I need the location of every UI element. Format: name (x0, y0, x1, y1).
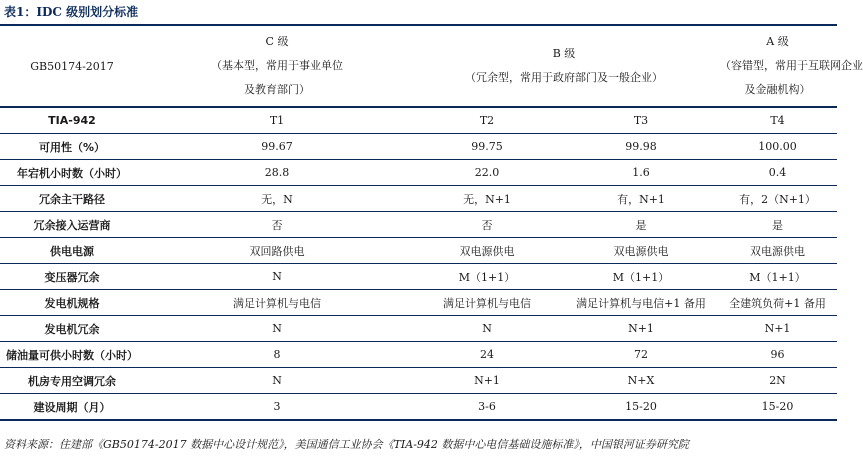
cell-c: N (144, 264, 410, 290)
cell-a: 100.00 (718, 134, 837, 160)
table-row (0, 368, 837, 394)
cell-a: 15-20 (718, 394, 837, 421)
cell-b: 15-20 (564, 394, 718, 421)
cell-b: T3 (564, 107, 718, 134)
cell-b: 1.6 (564, 160, 718, 186)
row-label: 冗余接入运营商 (0, 212, 144, 238)
row-label: 冗余主干路径 (0, 186, 144, 212)
source-note: 资料来源：住建部《GB50174-2017 数据中心设计规范》，美国通信工业协会《TIA-942 数据中心电信基础设施标准》，中国银河证券研究院 (4, 438, 689, 451)
cell-a: T4 (718, 107, 837, 134)
cell-b: 24 (410, 342, 564, 368)
cell-b: 无，N+1 (410, 186, 564, 212)
cell-c: 28.8 (144, 160, 410, 186)
grade-c-name: C 级 (265, 35, 289, 48)
cell-b: 满足计算机与电信 (410, 290, 564, 316)
standard-label: GB50174-2017 (30, 59, 114, 73)
row-label: TIA-942 (0, 107, 144, 134)
cell-b: M（1+1） (564, 264, 718, 290)
table-row (0, 212, 837, 238)
table-row (0, 342, 837, 368)
grade-b-desc: （冗余型，常用于政府部门及一般企业） (465, 71, 663, 84)
cell-b: 否 (410, 212, 564, 238)
row-label: 发电机规格 (0, 290, 144, 316)
cell-b: 双电源供电 (410, 238, 564, 264)
cell-b: 22.0 (410, 160, 564, 186)
row-label: 机房专用空调冗余 (0, 368, 144, 394)
cell-a: 是 (718, 212, 837, 238)
table-title: 表1：IDC 级别划分标准 (4, 5, 139, 19)
cell-c: N (144, 368, 410, 394)
cell-a: 96 (718, 342, 837, 368)
table-row (0, 160, 837, 186)
table-row (0, 394, 837, 421)
cell-c: 3 (144, 394, 410, 421)
row-label: 供电电源 (0, 238, 144, 264)
table-row (0, 107, 837, 134)
cell-b: N+X (564, 368, 718, 394)
cell-b: 是 (564, 212, 718, 238)
grade-b-header (410, 26, 718, 107)
cell-c: 否 (144, 212, 410, 238)
cell-b: N+1 (410, 368, 564, 394)
grade-b-name: B 级 (552, 47, 576, 60)
grade-a-header (718, 26, 863, 107)
table-header-row (0, 26, 837, 107)
cell-a: M（1+1） (718, 264, 837, 290)
grade-c-desc-2: 及教育部门） (244, 83, 310, 96)
standard-label-cell (0, 26, 144, 107)
cell-a: 2N (718, 368, 837, 394)
cell-b: 满足计算机与电信+1 备用 (564, 290, 718, 316)
grade-a-desc-1: （容错型，常用于互联网企业 (720, 59, 863, 72)
cell-c: N (144, 316, 410, 342)
cell-a: 有，2（N+1） (718, 186, 837, 212)
row-label: 年宕机小时数（小时） (0, 160, 144, 186)
cell-b: 99.98 (564, 134, 718, 160)
cell-a: 全建筑负荷+1 备用 (718, 290, 837, 316)
row-label: 可用性（%） (0, 134, 144, 160)
cell-b: N+1 (564, 316, 718, 342)
cell-b: 3-6 (410, 394, 564, 421)
cell-c: 99.67 (144, 134, 410, 160)
grade-c-desc-1: （基本型，常用于事业单位 (211, 59, 343, 72)
cell-b: 99.75 (410, 134, 564, 160)
cell-b: 双电源供电 (564, 238, 718, 264)
row-label: 发电机冗余 (0, 316, 144, 342)
grade-c-header (144, 26, 410, 107)
row-label: 变压器冗余 (0, 264, 144, 290)
cell-c: 双回路供电 (144, 238, 410, 264)
table-row (0, 134, 837, 160)
idc-grade-table (0, 26, 863, 421)
cell-b: M（1+1） (410, 264, 564, 290)
table-row (0, 290, 837, 316)
cell-a: 0.4 (718, 160, 837, 186)
cell-b: 72 (564, 342, 718, 368)
cell-c: 无，N (144, 186, 410, 212)
cell-a: N+1 (718, 316, 837, 342)
row-label: 储油量可供小时数（小时） (0, 342, 144, 368)
cell-b: 有，N+1 (564, 186, 718, 212)
table-row (0, 238, 837, 264)
cell-c: 满足计算机与电信 (144, 290, 410, 316)
table-row (0, 316, 837, 342)
row-label: 建设周期（月） (0, 394, 144, 421)
table-row (0, 186, 837, 212)
table-row (0, 264, 837, 290)
cell-a: 双电源供电 (718, 238, 837, 264)
cell-b: T2 (410, 107, 564, 134)
cell-b: N (410, 316, 564, 342)
cell-c: T1 (144, 107, 410, 134)
cell-c: 8 (144, 342, 410, 368)
grade-a-desc-2: 及金融机构） (744, 83, 811, 96)
grade-a-name: A 级 (766, 35, 789, 48)
